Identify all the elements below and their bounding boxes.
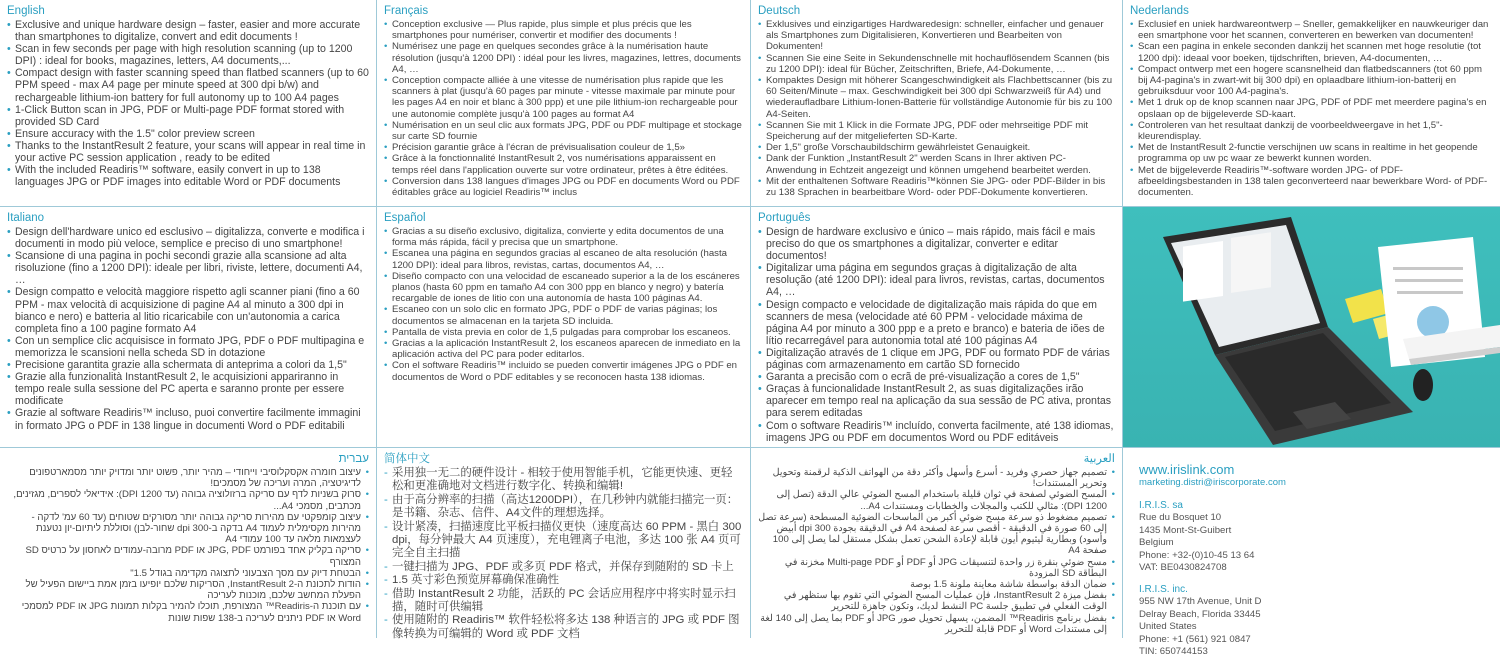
feature-item: • تصميم جهاز حصري وفريد - أسرع وأسهل وأكثر دقة من الهواتف الذكية لرقمنة وتحويل وتحرير المستندات! bbox=[758, 467, 1115, 489]
feature-item: • Scansione di una pagina in pochi secondi grazie alla scansione ad alta risoluzione (fino a 1200 DPI): ideale per libri, riviste, lettere, documenti A4, … bbox=[7, 250, 369, 286]
feature-item: • Ensure accuracy with the 1.5" color preview screen bbox=[7, 128, 369, 140]
feature-list bbox=[7, 467, 369, 624]
office-name: I.R.I.S. sa bbox=[1139, 500, 1183, 511]
feature-item: • Conception compacte alliée à une vitesse de numérisation plus rapide que les scanners à plat (jusqu'à 60 pages par minute - vitesse maximale par minute pour les pages A4 en noir et blanc à 300 ppp) et une pile lithium-ion rechargeable pour une autonomie complète jusqu'à 100 pages au format A4 bbox=[384, 75, 743, 120]
feature-item: • ضمان الدقة بواسطة شاشة معاينة ملونة 1.5 بوصة bbox=[758, 579, 1115, 590]
feature-item: • Diseño compacto con una velocidad de escaneado superior a la de los escáneres planos (hasta 60 ppm en tamaño A4 con 300 ppp en blanco y negro) y batería recargable de iones de litio con una autonomía de hasta 100 páginas A4. bbox=[384, 271, 743, 305]
section-title: Français bbox=[384, 5, 429, 17]
feature-item: • Grazie al software Readiris™ incluso, puoi convertire facilmente immagini in formato JPG o PDF in 138 lingue in documenti Word o PDF editabili bbox=[7, 407, 369, 431]
feature-item: • مسح ضوئي بنقرة زر واحدة لتنسيقات JPG أو PDF أو Multi-page PDF مخزنة في البطاقة SD المزودة bbox=[758, 557, 1115, 579]
feature-item: • Grâce à la fonctionnalité InstantResult 2, vos numérisations apparaissent en temps réel dans l'application ouverte sur votre ordinateur, prêtes à être éditées. bbox=[384, 153, 743, 175]
feature-item: • Compact design with faster scanning speed than flatbed scanners (up to 60 PPM speed - max A4 page per minute speed at 300 dpi b/w) and rechargeable lithium-ion battery for full autonomy up to 100 A4 pages bbox=[7, 67, 369, 103]
feature-list bbox=[384, 467, 743, 641]
feature-item: - 一键扫描为 JPG、PDF 或多页 PDF 格式，并保存到随附的 SD 卡上 bbox=[384, 561, 743, 574]
feature-list bbox=[1130, 19, 1493, 198]
address-line: Belgium bbox=[1139, 537, 1174, 549]
tin-line: TIN: 650744153 bbox=[1139, 646, 1208, 658]
section-title: עברית bbox=[338, 453, 369, 465]
address-line: Rue du Bosquet 10 bbox=[1139, 512, 1222, 523]
feature-item: • Met 1 druk op de knop scannen naar JPG, PDF of PDF met meerdere pagina's en opslaan op de bijgeleverde SD-kaart. bbox=[1130, 97, 1493, 119]
contact-info bbox=[1123, 448, 1500, 658]
feature-item: • Précision garantie grâce à l'écran de prévisualisation couleur de 1,5» bbox=[384, 142, 743, 153]
feature-item: • Precisione garantita grazie alla schermata di anteprima a colori da 1,5" bbox=[7, 359, 369, 371]
feature-item: • تصميم مضغوط ذو سرعة مسح ضوئي أكبر من الماسحات الضوئية المسطحة (سرعة تصل إلى 60 صورة في الدقيقة - أقصى سرعة لصفحة A4 في الدقيقة بجودة 300 dpi أبيض وأسود) وبطارية ليثيوم أيون قابلة لإعادة الشحن تعمل بشكل مستقل لما يصل إلى 100 صفحة A4 bbox=[758, 512, 1115, 557]
feature-item: • Mit der enthaltenen Software Readiris™können Sie JPG- oder PDF-Bilder in bis zu 138 Sprachen in bearbeitbare Word- oder PDF-Dokumente konvertieren. bbox=[758, 176, 1115, 198]
feature-list bbox=[758, 467, 1115, 635]
address-line: 955 NW 17th Avenue, Unit D bbox=[1139, 595, 1262, 607]
feature-item: • Gracias a la aplicación InstantResult 2, los escaneos aparecen de inmediato en la aplicación activa del PC para poder editarlos. bbox=[384, 338, 743, 360]
feature-item: - 设计紧凑，扫描速度比平板扫描仪更快（速度高达 60 PPM - 黑白 300 dpi，每分钟最大 A4 页速度），充电锂离子电池，多达 100 张 A4 页可完全自主扫描 bbox=[384, 521, 743, 561]
feature-item: • Graças à funcionalidade InstantResult 2, as suas digitalizações irão aparecer em tempo real na aplicação da sua sessão de PC ativa, prontas para serem editadas bbox=[758, 383, 1115, 419]
feature-item: • Scan in few seconds per page with high resolution scanning (up to 1200 DPI) : ideal for books, magazines, letters, A4 documents,... bbox=[7, 43, 369, 67]
laptop-scanner-illustration bbox=[1123, 207, 1500, 448]
section-title: Italiano bbox=[7, 212, 45, 224]
section-deutsch bbox=[751, 0, 1123, 207]
feature-item: • With the included Readiris™ software, easily convert in up to 138 languages JPG or PDF images into editable Word or PDF documents bbox=[7, 164, 369, 188]
feature-item: • Escanea una página en segundos gracias al escaneo de alta resolución (hasta 1200 DPI): ideal para libros, revistas, cartas, documentos A4, … bbox=[384, 248, 743, 270]
address-line: United States bbox=[1139, 621, 1197, 633]
feature-item: - 借助 InstantResult 2 功能，活跃的 PC 会话应用程序中将实时显示扫描，随时可供编辑 bbox=[384, 588, 743, 615]
email-link[interactable]: marketing.distri@iriscorporate.com bbox=[1139, 477, 1286, 488]
feature-item: • Der 1,5" große Vorschaubildschirm gewährleistet Genauigkeit. bbox=[758, 142, 1115, 153]
feature-item: • Numérisez une page en quelques secondes grâce à la numérisation haute résolution (jusqu'à 1200 DPI) : idéal pour les livres, magazines, lettres, documents A4, … bbox=[384, 41, 743, 75]
feature-item: • Escaneo con un solo clic en formato JPG, PDF o PDF de varias páginas; los documentos se almacenan en la tarjeta SD incluida. bbox=[384, 304, 743, 326]
feature-item: - 1.5 英寸彩色预览屏幕确保准确性 bbox=[384, 574, 743, 587]
section-english bbox=[0, 0, 377, 207]
feature-item: • Thanks to the InstantResult 2 feature, your scans will appear in real time in your active PC session application , ready to be edited bbox=[7, 140, 369, 164]
feature-item: • Garanta a precisão com o ecrã de pré-visualização a cores de 1,5" bbox=[758, 371, 1115, 383]
feature-item: • עיצוב קומפקטי עם מהירות סריקה גבוהה יותר מסורקים שטוחים (עד 60 עמ' לדקה - מהירות מקסימלית לעמוד A4 בדקה ב-300 dpi שחור-לבן) וסוללת ליתיום-יון נטענת לעצמאות מלאה עד 100 עמודי A4 bbox=[7, 512, 369, 546]
feature-item: - 使用随附的 Readiris™ 软件轻松将多达 138 种语言的 JPG 或 PDF 图像转换为可编辑的 Word 或 PDF 文档 bbox=[384, 614, 743, 641]
feature-item: • Compact ontwerp met een hogere scansnelheid dan flatbedscanners (tot 60 ppm bij A4-pagina's in zwart-wit bij 300 dpi) en oplaadbare lithium-ion-batterij en gebruiksduur voor 100 A4-pagina's. bbox=[1130, 64, 1493, 98]
section-title: العربية bbox=[1083, 453, 1115, 465]
mouse bbox=[1413, 369, 1433, 401]
feature-item: • Met de bijgeleverde Readiris™-software worden JPG- of PDF-afbeeldingsbestanden in 138 talen geconverteerd naar bewerkbare Word- of PDF-documenten. bbox=[1130, 165, 1493, 199]
feature-item: • Com o software Readiris™ incluído, converta facilmente, até 138 idiomas, imagens JPG ou PDF em documentos Word ou PDF editáveis bbox=[758, 420, 1115, 444]
feature-item: • Numérisation en un seul clic aux formats JPG, PDF ou PDF multipage et stockage sur carte SD fournie bbox=[384, 120, 743, 142]
feature-item: • עם תוכנת ה-Readiris™ המצורפת, תוכלו להמיר בקלות תמונות JPG או PDF למסמכי Word או PDF ניתנים לעריכה ב-138 שפות שונות bbox=[7, 601, 369, 623]
section-title: Deutsch bbox=[758, 5, 801, 17]
feature-item: • Design compacto e velocidade de digitalização mais rápida do que em scanners de mesa (velocidade até 60 PPM - velocidade máxima de página A4 por minuto a 300 ppp e a preto e branco) e bateria de iões de lítio recarregável para autonomia total até 100 páginas A4 bbox=[758, 299, 1115, 347]
section-arabic bbox=[751, 448, 1123, 638]
feature-item: • Conception exclusive — Plus rapide, plus simple et plus précis que les smartphones pour numériser, convertir et modifier des documents ! bbox=[384, 19, 743, 41]
feature-item: • المسح الضوئي لصفحة في ثوان قليلة باستخدام المسح الضوئي عالي الدقة (تصل إلى 1200 DPI): مثالي للكتب والمجلات والخطابات ومستندات A4... bbox=[758, 489, 1115, 511]
section-title: 简体中文 bbox=[384, 453, 430, 465]
address-line: 1435 Mont-St-Guibert bbox=[1139, 524, 1232, 536]
feature-item: • Conversion dans 138 langues d'images JPG ou PDF en documents Word ou PDF éditables grâce au logiciel Readiris™ inclus bbox=[384, 176, 743, 198]
feature-item: • Dank der Funktion „InstantResult 2" werden Scans in Ihrer aktiven PC-Anwendung in Echtzeit angezeigt und können umgehend bearbeitet werden. bbox=[758, 153, 1115, 175]
feature-item: • Exklusives und einzigartiges Hardwaredesign: schneller, einfacher und genauer als Smartphones zum Digitalisieren, Konvertieren und Bearbeiten von Dokumenten! bbox=[758, 19, 1115, 53]
feature-item: • Design de hardware exclusivo e único – mais rápido, mais fácil e mais preciso do que os smartphones a digitalizar, converter e editar documentos! bbox=[758, 226, 1115, 262]
phone-line: Phone: +32-(0)10-45 13 64 bbox=[1139, 549, 1255, 561]
office-name: I.R.I.S. inc. bbox=[1139, 583, 1188, 595]
feature-list bbox=[758, 19, 1115, 198]
product-photo bbox=[1123, 207, 1500, 448]
feature-item: • Con el software Readiris™ incluido se pueden convertir imágenes JPG o PDF en documentos de Word o PDF editables y se reconocen hasta 138 idiomas. bbox=[384, 360, 743, 382]
feature-item: • بفضل برنامج Readiris™ المضمن، يسهل تحويل صور JPG أو PDF بما يصل إلى 140 لغة إلى مستندات Word أو PDF قابلة للتحرير bbox=[758, 613, 1115, 635]
feature-item: - 由于高分辨率的扫描（高达1200DPI），在几秒钟内就能扫描完一页：是书籍、杂志、信件、A4文件的理想选择。 bbox=[384, 494, 743, 521]
feature-list bbox=[384, 226, 743, 383]
feature-item: • Scannen Sie eine Seite in Sekundenschnelle mit hochauflösendem Scannen (bis zu 1200 DPI): ideal für Bücher, Zeitschriften, Briefe, A4-Dokumente, … bbox=[758, 53, 1115, 75]
feature-item: • Kompaktes Design mit höherer Scangeschwindigkeit als Flachbettscanner (bis zu 60 Seiten/Minute – max. Geschwindigkeit bei 300 dpi Schwarzweiß für A4) und wiederaufladbare Lithium-Ionen-Batterie für vollständige Autonomie für bis zu 100 A4-Seiten. bbox=[758, 75, 1115, 120]
phone-line: Phone: +1 (561) 921 0847 bbox=[1139, 633, 1251, 645]
feature-item: • Design compatto e velocità maggiore rispetto agli scanner piani (fino a 60 PPM - max velocità di acquisizione di pagine A4 al minuto a 300 dpi in bianco e nero) e batteria al litio ricaricabile con un'autonomia a carica completa fino a 100 pagine formato A4 bbox=[7, 286, 369, 334]
feature-list bbox=[7, 226, 369, 432]
feature-item: • הודות לתכונת ה-InstantResult 2, הסריקות שלכם יופיעו בזמן אמת ביישום הפעיל של הפעלת המחשב שלכם, מוכנות לעריכה bbox=[7, 579, 369, 601]
feature-item: • Scannen Sie mit 1 Klick in die Formate JPG, PDF oder mehrseitige PDF mit Speicherung auf der mitgelieferten SD-Karte. bbox=[758, 120, 1115, 142]
feature-item: • עיצוב חומרה אקסקלוסיבי וייחודי – מהיר יותר, פשוט יותר ומדויק יותר מסמארטפונים לדיגיטציה, המרה ועריכה של מסמכים! bbox=[7, 467, 369, 489]
feature-item: • Con un semplice clic acquisisce in formato JPG, PDF o PDF multipagina e memorizza le scansioni nella scheda SD in dotazione bbox=[7, 335, 369, 359]
section-francais bbox=[377, 0, 751, 207]
section-title: Nederlands bbox=[1130, 5, 1189, 17]
section-title: English bbox=[7, 5, 45, 17]
feature-item: • Pantalla de vista previa en color de 1,5 pulgadas para comprobar los escaneos. bbox=[384, 327, 743, 338]
feature-item: • Exclusive and unique hardware design – faster, easier and more accurate than smartphones to digitalize, convert and edit documents ! bbox=[7, 19, 369, 43]
section-title: Português bbox=[758, 212, 811, 224]
feature-item: • Design dell'hardware unico ed esclusivo – digitalizza, converte e modifica i documenti in modo più veloce, semplice e preciso di uno smartphone! bbox=[7, 226, 369, 250]
website-link[interactable]: www.irislink.com bbox=[1139, 462, 1235, 477]
section-espanol bbox=[377, 207, 751, 448]
section-title: Español bbox=[384, 212, 426, 224]
section-nederlands bbox=[1123, 0, 1500, 207]
feature-list bbox=[384, 19, 743, 198]
feature-item: • Digitalização através de 1 clique em JPG, PDF ou formato PDF de várias páginas com armazenamento em cartão SD fornecido bbox=[758, 347, 1115, 371]
feature-item: • بفضل ميزة InstantResult 2، فإن عمليات المسح الضوئي التي تقوم بها ستظهر في الوقت الفعلي في تطبيق جلسة PC النشط لديك، وتكون جاهزة للتحرير bbox=[758, 590, 1115, 612]
feature-item: • סרוק בשניות לדף עם סריקה ברזולוציה גבוהה (עד 1200 DPI): אידיאלי לספרים, מגזינים, מכתבים, מסמכי A4... bbox=[7, 489, 369, 511]
feature-item: • Controleren van het resultaat dankzij de voorbeeldweergave in het 1,5"-kleurendisplay. bbox=[1130, 120, 1493, 142]
feature-item: • Grazie alla funzionalità InstantResult 2, le acquisizioni appariranno in tempo reale sulla sessione del PC aperta e saranno pronte per essere modificate bbox=[7, 371, 369, 407]
feature-item: • סריקה בקליק אחד בפורמט JPG, PDF או PDF מרובה-עמודים לאחסון על כרטיס SD המצורף bbox=[7, 545, 369, 567]
feature-list bbox=[758, 226, 1115, 444]
feature-item: • הבטחת דיוק עם מסך הצבעוני לתצוגה מקדימה בגודל 1.5" bbox=[7, 568, 369, 579]
section-portugues bbox=[751, 207, 1123, 448]
section-italiano bbox=[0, 207, 377, 448]
feature-item: • 1-Click Button scan in JPG, PDF or Multi-page PDF format stored with provided SD Card bbox=[7, 104, 369, 128]
feature-item: • Exclusief en uniek hardwareontwerp – Sneller, gemakkelijker en nauwkeuriger dan een smartphone voor het scannen, converteren en bewerken van documenten! bbox=[1130, 19, 1493, 41]
address-line: Delray Beach, Florida 33445 bbox=[1139, 608, 1261, 620]
feature-item: • Gracias a su diseño exclusivo, digitaliza, convierte y edita documentos de una forma más rápida, fácil y precisa que un smartphone. bbox=[384, 226, 743, 248]
feature-list bbox=[7, 19, 369, 188]
section-hebrew bbox=[0, 448, 377, 638]
feature-item: - 采用独一无二的硬件设计 - 相较于使用智能手机，它能更快速、更轻松和更准确地对文档进行数字化、转换和编辑! bbox=[384, 467, 743, 494]
feature-item: • Scan een pagina in enkele seconden dankzij het scannen met hoge resolutie (tot 1200 dpi): ideaal voor boeken, tijdschriften, brieven, A4-documenten, … bbox=[1130, 41, 1493, 63]
vat-line: VAT: BE0430824708 bbox=[1139, 562, 1227, 574]
section-chinese bbox=[377, 448, 751, 638]
feature-item: • Met de InstantResult 2-functie verschijnen uw scans in realtime in het geopende programma op uw pc waar ze bewerkt kunnen worden. bbox=[1130, 142, 1493, 164]
feature-item: • Digitalizar uma página em segundos graças à digitalização de alta resolução (até 1200 DPI): ideal para livros, revistas, cartas, documentos A4, … bbox=[758, 262, 1115, 298]
